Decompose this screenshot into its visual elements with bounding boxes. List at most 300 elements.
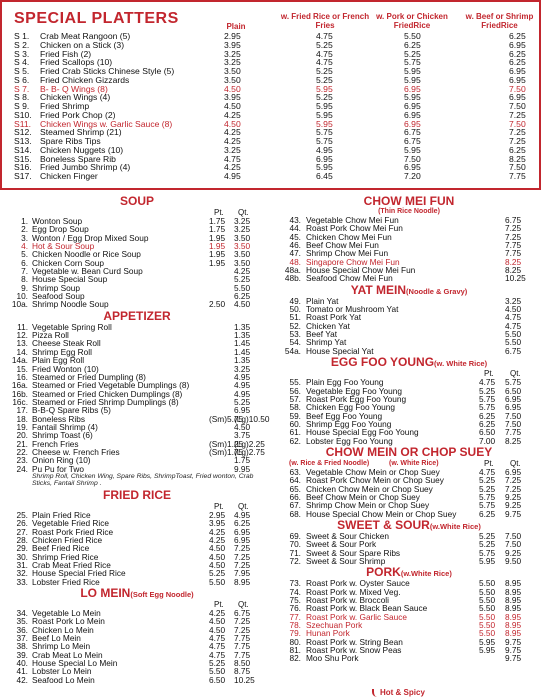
platter-price: 7.20 [404,171,421,181]
item-price-pt: 5.25 [209,568,226,579]
item-price-qt: 8.95 [234,576,251,587]
item-price-pt: 4.25 [209,535,226,545]
platter-price: 3.50 [224,66,241,76]
platter-price: 7.75 [509,171,526,181]
item-number: 62. [289,435,301,446]
item-price-pt: 4.50 [209,624,226,635]
item-price-qt: 3.50 [234,241,251,252]
platter-price: 5.25 [316,92,333,103]
item-price-pt: 5.25 [479,483,496,494]
item-price-pt: 5.95 [479,636,496,647]
item-price-qt: 8.95 [505,620,522,631]
item-name: Shrimp Egg Roll [32,346,92,357]
menu-item-row[interactable] [2,676,272,684]
platter-number: S16. [14,162,32,173]
item-name: House Special Yat [306,345,374,356]
platter-number: S 5. [14,66,30,76]
pork-section [279,566,539,662]
item-number: 56. [289,385,301,396]
item-price-qt: 9.75 [505,653,522,664]
platter-price: 3.50 [224,74,241,85]
platter-price: 6.95 [404,101,421,111]
item-name: House Special Fried Rice [32,568,126,579]
platters-header-beef-shrimp: w. Beef or Shrimp FriedRice [465,12,534,30]
item-number: 76. [289,603,301,614]
lo-mein-section [2,587,272,684]
menu-item-row[interactable] [279,654,539,662]
item-price-qt: 8.95 [505,578,522,589]
item-number: 63. [289,466,301,477]
item-price-qt: 6.50 [505,385,522,396]
item-name: Roast Pork w. Garlic Sauce [306,611,407,622]
item-number: 2. [21,224,28,235]
platter-price: 6.75 [404,127,421,138]
item-name: Wonton Soup [32,216,83,226]
platter-price: 4.50 [224,101,241,111]
hot-spicy-legend [372,688,425,697]
platter-name: Fried Shrimp [40,101,90,111]
item-price-qt: 8.25 [505,435,522,446]
item-price-qt: 6.75 [505,215,522,225]
item-number: 25. [16,509,28,520]
item-number: 23. [16,455,28,466]
item-name: Chicken Chow Mei Fun [306,231,392,242]
item-name: Hunan Pork [306,628,350,639]
column-header-pt: Pt. [484,458,494,468]
platter-price: 5.95 [404,74,421,85]
item-number: 54a. [284,345,301,356]
platter-name: Fried Crab Sticks Chinese Style (5) [40,66,175,76]
item-price-pt: 5.75 [479,547,496,558]
item-price-qt: 5.50 [505,329,522,340]
item-price-pt: 1.95 [209,232,226,243]
item-number: 54. [289,337,301,348]
item-price-pt: 5.25 [479,475,496,486]
item-name: Hot & Sour Soup [32,241,95,252]
section-subtitle-2: (w. White Rice) [389,459,439,467]
item-name: Cheese w. French Fries [32,446,120,457]
item-price-pt: 2.50 [209,299,226,310]
item-price-qt: 4.95 [234,388,251,399]
item-number: 14a. [11,355,28,366]
item-number: 72. [289,556,301,566]
item-number: 69. [289,530,301,541]
item-price-pt: (Sm)1.75 [209,446,244,457]
item-price-pt: 6.25 [479,410,496,421]
right-column [279,194,539,663]
item-price-qt: 3.50 [234,257,251,268]
item-name: Sweet & Sour Pork [306,539,377,550]
item-number: 80. [289,636,301,647]
item-name: Roast Pork w. Black Bean Sauce [306,603,428,614]
item-number: 8. [21,274,28,285]
item-number: 59. [289,410,301,421]
platter-number: S13. [14,136,32,146]
column-header-pt: Pt. [214,600,224,610]
section-title-text: CHOW MEI FUN [363,194,455,208]
item-price-qt: 3.25 [505,295,522,306]
platter-price: 7.25 [509,136,526,146]
platters-header-fried-rice: w. Fried Rice or French Fries [280,12,370,30]
item-number: 42. [16,674,28,685]
item-price-qt: 5.25 [234,396,251,407]
platter-price: 7.50 [509,83,526,94]
item-price-qt: 7.75 [234,649,251,660]
item-price-pt: 1.95 [209,241,226,252]
section-subtitle: (w. White Rice) [434,359,488,369]
item-name: Shrimp Egg Foo Young [306,418,392,429]
item-price-pt: 6.25 [479,508,496,519]
platter-number: S 2. [14,39,30,50]
item-number: 17. [16,405,28,416]
platter-price: 6.25 [509,31,526,41]
item-number: 55. [289,377,301,388]
menu-item-row[interactable] [279,437,539,445]
item-price-pt: 5.75 [479,393,496,404]
column-header-qt: Qt. [510,369,521,379]
platter-price: 5.95 [404,144,421,155]
platter-name: Fried Fish (2) [40,48,92,59]
item-price-pt: 4.75 [209,649,226,660]
item-price-qt: 7.75 [505,248,522,259]
item-price-pt: 5.75 [479,402,496,413]
platter-price: 4.75 [316,48,333,59]
chow-mein-section [279,446,539,518]
item-price-qt: 8.25 [505,265,522,276]
item-price-qt: (Lg)2.75 [234,446,265,457]
platter-price: 5.75 [316,136,333,146]
item-name: Plain Fried Rice [32,509,91,520]
item-price-qt: 7.25 [234,624,251,635]
platter-price: 5.95 [316,118,333,129]
item-price-qt: 5.50 [505,337,522,348]
platter-number: S 3. [14,48,30,59]
platter-price: 4.75 [224,153,241,164]
platter-row[interactable] [14,93,534,102]
item-number: 34. [16,608,28,619]
platter-name: Fried Pork Chop (2) [40,109,116,120]
item-name: Fried Wonton (10) [32,363,99,374]
platter-price: 6.95 [404,109,421,120]
item-name: Crab Meat Lo Mein [32,649,103,660]
item-name: Shrimp Yat [306,337,347,348]
item-price-qt: 7.25 [505,223,522,234]
item-price-qt: 8.95 [505,586,522,597]
platters-title: SPECIAL PLATTERS [14,10,179,27]
platter-number: S17. [14,171,32,181]
platter-price: 7.25 [509,127,526,138]
section-title-text: FRIED RICE [102,487,171,502]
platter-price: 4.50 [224,83,241,94]
item-name: Chicken Fried Rice [32,535,103,545]
item-price-qt: 6.75 [505,345,522,356]
menu-item-row[interactable] [2,578,272,586]
item-name: Chicken Yat [306,320,350,331]
item-price-qt: 6.95 [234,526,251,537]
item-number: 24. [16,463,28,474]
menu-item-row[interactable] [279,347,539,355]
item-price-pt: 2.95 [209,509,226,520]
item-number: 75. [289,595,301,606]
item-number: 48a. [284,265,301,276]
platter-number: S 9. [14,101,30,111]
item-price-pt: 5.75 [479,500,496,511]
item-name: Roast Pork Chow Mein or Chop Suey [306,475,444,486]
item-price-pt: 6.50 [479,427,496,438]
item-price-pt: 5.95 [479,645,496,656]
section-subtitle: (Noodle & Gravy) [406,286,468,296]
item-name: Steamed or Fried Chicken Dumplings (8) [32,388,183,399]
special-platters-section [0,0,541,190]
platter-number: S14. [14,144,32,155]
menu-item-row[interactable] [2,300,272,308]
item-price-pt: 4.75 [479,377,496,388]
item-name: House Special Egg Foo Young [306,427,419,438]
item-number: 32. [16,568,28,579]
platter-name: Spare Ribs Tips [40,136,101,146]
section-subtitle: (w.White Rice) [429,521,481,531]
platter-price: 5.75 [404,57,421,68]
platter-price: 6.75 [404,136,421,146]
item-name: Shrimp Toast (6) [32,430,93,441]
item-price-qt: 4.75 [505,312,522,323]
item-name: Roast Pork Lo Mein [32,616,105,627]
item-number: 1. [21,216,28,226]
item-price-qt: 1.45 [234,346,251,357]
platter-price: 4.25 [224,127,241,138]
item-number: 11. [17,321,28,332]
platter-name: Chicken Wings w. Garlic Sauce (8) [40,118,173,129]
item-price-qt: 6.95 [505,466,522,477]
item-price-pt: 5.25 [479,539,496,550]
platter-price: 6.45 [316,171,333,181]
item-price-qt: 9.75 [505,636,522,647]
item-price-pt: 5.50 [209,576,226,587]
item-price-pt: 5.50 [479,628,496,639]
platter-price: 5.25 [316,74,333,85]
item-name: Chicken Noodle or Rice Soup [32,249,141,260]
platter-name: Boneless Spare Rib [40,153,116,164]
item-name: Roast Pork w. Broccoli [306,595,389,606]
chow-mein-title [279,446,539,459]
platter-name: Fried Scallops (10) [40,57,113,68]
item-name: Lobster Lo Mein [32,666,92,677]
item-name: Lobster Egg Foo Young [306,435,393,446]
item-price-qt: 7.75 [234,633,251,644]
platter-price: 5.25 [316,66,333,76]
item-name: Singapore Chow Mei Fun [306,256,400,267]
item-price-pt: 4.50 [209,560,226,571]
section-subtitle: (Soft Egg Noodle) [130,590,194,600]
platter-number: S11. [14,118,32,129]
column-header-qt: Qt. [510,458,521,468]
item-number: 10. [16,291,28,302]
item-price-qt: 7.75 [505,240,522,251]
column-header-pt: Pt. [484,369,494,379]
item-price-qt: 7.25 [234,551,251,562]
platter-price: 5.95 [316,162,333,173]
item-name: Beef Chow Mein or Chop Suey [306,491,420,502]
chow-mei-fun-section [279,195,539,283]
item-name: Beef Egg Foo Young [306,410,383,421]
item-name: Vegetable Egg Foo Young [306,385,402,396]
platter-price: 6.95 [404,83,421,94]
platter-price: 3.25 [224,57,241,68]
platter-number: S 4. [14,57,30,68]
item-name: Plain Egg Roll [32,355,85,366]
chow-mei-fun-title [279,195,539,208]
item-number: 81. [289,645,301,656]
item-name: Wonton / Egg Drop Mixed Soup [32,232,149,243]
item-price-qt: 5.75 [505,377,522,388]
menu-item-row[interactable] [279,510,539,518]
item-price-pt: 5.25 [479,530,496,541]
platter-price: 5.95 [316,101,333,111]
item-price-qt: 1.75 [234,455,251,466]
platter-number: S 8. [14,92,30,103]
platter-price: 6.25 [404,39,421,50]
platter-price: 7.50 [509,101,526,111]
item-number: 57. [289,393,301,404]
item-number: 3. [21,232,28,243]
item-number: 82. [289,653,301,664]
item-price-pt: 5.95 [479,556,496,566]
item-price-qt: 8.75 [234,666,251,677]
item-number: 78. [289,620,301,631]
platter-number: S 7. [14,83,30,94]
item-number: 43. [289,215,301,225]
item-name: Roast Pork w. Mixed Veg. [306,586,401,597]
item-name: Chicken Egg Foo Young [306,402,396,413]
item-price-qt: 9.95 [234,463,251,474]
chili-icon [372,689,377,697]
item-number: 6. [21,257,28,268]
item-name: Boneless Ribs [32,413,86,424]
item-price-qt: 8.95 [505,628,522,639]
item-name: Seafood Lo Mein [32,674,95,685]
platter-price: 5.95 [316,83,333,94]
item-price-qt: 6.95 [234,405,251,416]
appetizer-title [2,310,272,323]
platter-price: 6.95 [509,39,526,50]
item-price-qt: 10.25 [234,674,255,685]
item-name: Tomato or Mushroom Yat [306,304,399,315]
platter-price: 6.25 [509,48,526,59]
platter-number: S15. [14,153,32,164]
item-price-pt: 5.50 [479,578,496,589]
item-price-qt: 7.25 [505,483,522,494]
item-name: Chicken Lo Mein [32,624,94,635]
item-name: Roast Pork Fried Rice [32,526,114,537]
item-number: 50. [289,304,301,315]
yat-mein-section [279,284,539,355]
item-price-qt: 3.25 [234,224,251,235]
item-price-qt: 9.75 [505,645,522,656]
menu-item-row[interactable] [279,557,539,565]
menu-item-row[interactable] [2,465,272,473]
item-name: B-B-Q Spare Ribs (5) [32,405,111,416]
column-header-qt: Qt. [238,501,249,511]
column-header-qt: Qt. [238,600,249,610]
item-price-pt: 6.50 [209,674,226,685]
item-number: 29. [16,543,28,554]
item-price-pt: (Sm)5.75 [209,413,244,424]
platter-price: 5.75 [316,127,333,138]
platter-price: 3.25 [224,48,241,59]
fried-rice-title [2,489,272,502]
item-price-qt: 7.25 [234,616,251,627]
item-number: 48. [289,256,301,267]
item-number: 58. [289,402,301,413]
platter-price: 4.95 [224,171,241,181]
platter-name: Fried Jumbo Shrimp (4) [40,162,131,173]
item-price-qt: 9.25 [505,491,522,502]
platter-price: 4.50 [224,118,241,129]
item-name: Moo Shu Pork [306,653,359,664]
item-name: Roast Pork w. Oyster Sauce [306,578,410,589]
item-number: 31. [16,560,28,571]
platter-row[interactable] [14,172,534,181]
platter-price: 6.95 [509,92,526,103]
section-subtitle: (w.White Rice) [400,569,452,579]
platter-name: Chicken Finger [40,171,98,181]
item-price-qt: 7.25 [234,560,251,571]
item-number: 47. [289,248,301,259]
item-number: 66. [289,491,301,502]
item-number: 73. [289,578,301,589]
item-name: Szechuan Pork [306,620,363,631]
platter-price: 4.95 [316,144,333,155]
item-price-qt: (Lg)2.25 [234,438,265,449]
column-header-pt: Pt. [214,501,224,511]
item-price-pt: 5.25 [209,658,226,669]
item-price-pt: 1.95 [209,249,226,260]
platter-price: 4.25 [224,136,241,146]
platter-price: 8.25 [509,153,526,164]
menu-item-row[interactable] [279,274,539,282]
item-price-qt: 8.50 [234,658,251,669]
item-name: Steamed or Fried Shrimp Dumplings (8) [32,396,179,407]
item-price-pt: (Sm)1.25 [209,438,244,449]
item-name: Plain Yat [306,295,339,306]
item-price-qt: 7.25 [505,475,522,486]
legend-text: Hot & Spicy [380,688,425,697]
section-title-text: EGG FOO YOUNG [330,355,435,370]
item-number: 27. [16,526,28,537]
appetizer-section [2,310,272,488]
item-number: 67. [289,500,301,511]
item-number: 35. [16,616,28,627]
item-name: Plain Egg Foo Young [306,377,384,388]
item-number: 38. [16,641,28,652]
item-price-qt: 8.95 [505,611,522,622]
platter-price: 4.75 [316,57,333,68]
item-name: Shrimp Chow Mei Fun [306,248,389,259]
section-title-text: PORK [366,565,401,580]
item-name: House Special Chow Mein or Chop Suey [306,508,457,519]
item-name: Sweet & Sour Shrimp [306,556,386,566]
platter-row[interactable] [14,41,534,50]
item-price-pt: 4.50 [209,543,226,554]
item-number: 4. [21,241,28,252]
item-price-pt: 5.25 [479,385,496,396]
item-name: Shrimp Noodle Soup [32,299,109,310]
platter-price: 6.95 [509,74,526,85]
item-price-qt: 4.50 [234,299,251,310]
item-name: Onion Ring (10) [32,455,91,466]
item-number: 16a. [11,380,28,391]
item-price-pt: 5.75 [479,491,496,502]
